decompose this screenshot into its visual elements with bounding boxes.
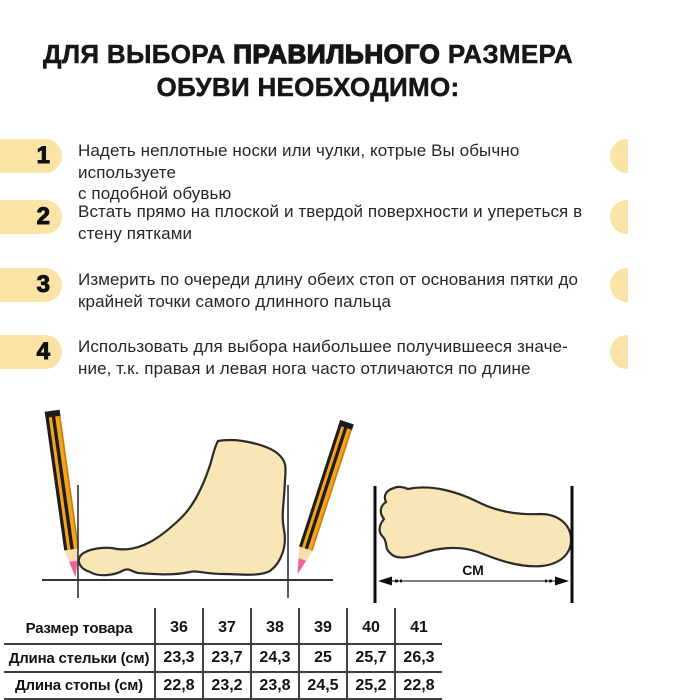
step-text-line1: Использовать для выбора наибольшее получившееся значе- xyxy=(78,337,568,356)
size-table xyxy=(4,608,442,700)
step-text-line2: ние, т.к. правая и левая нога часто отличаются по длине xyxy=(78,358,531,378)
table-cell: 25,7 xyxy=(346,645,394,673)
table-header-cell: 39 xyxy=(298,608,346,645)
page-title xyxy=(0,38,616,104)
side-foot-shape xyxy=(79,440,286,575)
title-line-1 xyxy=(0,38,616,71)
table-cell: 23,7 xyxy=(202,645,250,673)
step-number: 3 xyxy=(36,271,50,298)
step-item-3 xyxy=(0,268,700,316)
step-text-line1: Встать прямо на плоской и твердой поверхности и упереться в xyxy=(78,202,583,221)
step-text-line1: Измерить по очереди длину обеих стоп от основания пятки до xyxy=(78,270,579,289)
step-text-line2: крайней точки самого длинного пальца xyxy=(78,291,391,311)
step-number-badge xyxy=(0,139,62,173)
step-text xyxy=(78,336,618,379)
table-header-cell: 40 xyxy=(346,608,394,645)
table-header-cell: 38 xyxy=(250,608,298,645)
table-header-cell: Размер товара xyxy=(4,608,154,645)
step-number: 2 xyxy=(36,203,50,230)
step-number: 4 xyxy=(36,338,50,365)
table-cell: 24,3 xyxy=(250,645,298,673)
cm-label: СМ xyxy=(462,562,484,578)
step-text-line2: стену пятками xyxy=(78,223,193,243)
table-cell: 24,5 xyxy=(298,673,346,700)
table-cell: 25 xyxy=(298,645,346,673)
step-text xyxy=(78,269,618,312)
table-cell: 26,3 xyxy=(394,645,442,673)
step-item-1 xyxy=(0,139,700,203)
step-number-badge xyxy=(0,335,62,369)
table-cell: 23,2 xyxy=(202,673,250,700)
table-cell: 25,2 xyxy=(346,673,394,700)
step-number-badge xyxy=(0,200,62,234)
step-text-line1: Надеть неплотные носки или чулки, котрые Вы обычно используете xyxy=(78,141,520,182)
title-line-2: ОБУВИ НЕОБХОДИМО: xyxy=(156,72,460,102)
measurement-diagram xyxy=(0,403,700,613)
table-header-cell: 37 xyxy=(202,608,250,645)
table-cell: 22,8 xyxy=(154,673,202,700)
step-text-line2: с подобной обувью xyxy=(78,184,232,203)
table-cell: 23,8 xyxy=(250,673,298,700)
table-row-label: Длина стельки (см) xyxy=(4,645,154,673)
step-text xyxy=(78,140,618,205)
step-item-4 xyxy=(0,335,700,383)
step-number: 1 xyxy=(36,142,50,169)
step-item-2 xyxy=(0,200,700,248)
footprint-shape xyxy=(380,487,571,566)
table-header-cell: 41 xyxy=(394,608,442,645)
table-row-label: Длина стопы (см) xyxy=(4,673,154,700)
table-cell: 22,8 xyxy=(394,673,442,700)
title-prefix: ДЛЯ ВЫБОРА xyxy=(43,39,226,69)
title-suffix: РАЗМЕРА xyxy=(447,39,573,69)
step-text xyxy=(78,201,618,244)
title-highlight: ПРАВИЛЬНОГО xyxy=(233,39,441,69)
table-cell: 23,3 xyxy=(154,645,202,673)
pencil-icon xyxy=(291,420,354,576)
table-header-cell: 36 xyxy=(154,608,202,645)
step-number-badge xyxy=(0,268,62,302)
